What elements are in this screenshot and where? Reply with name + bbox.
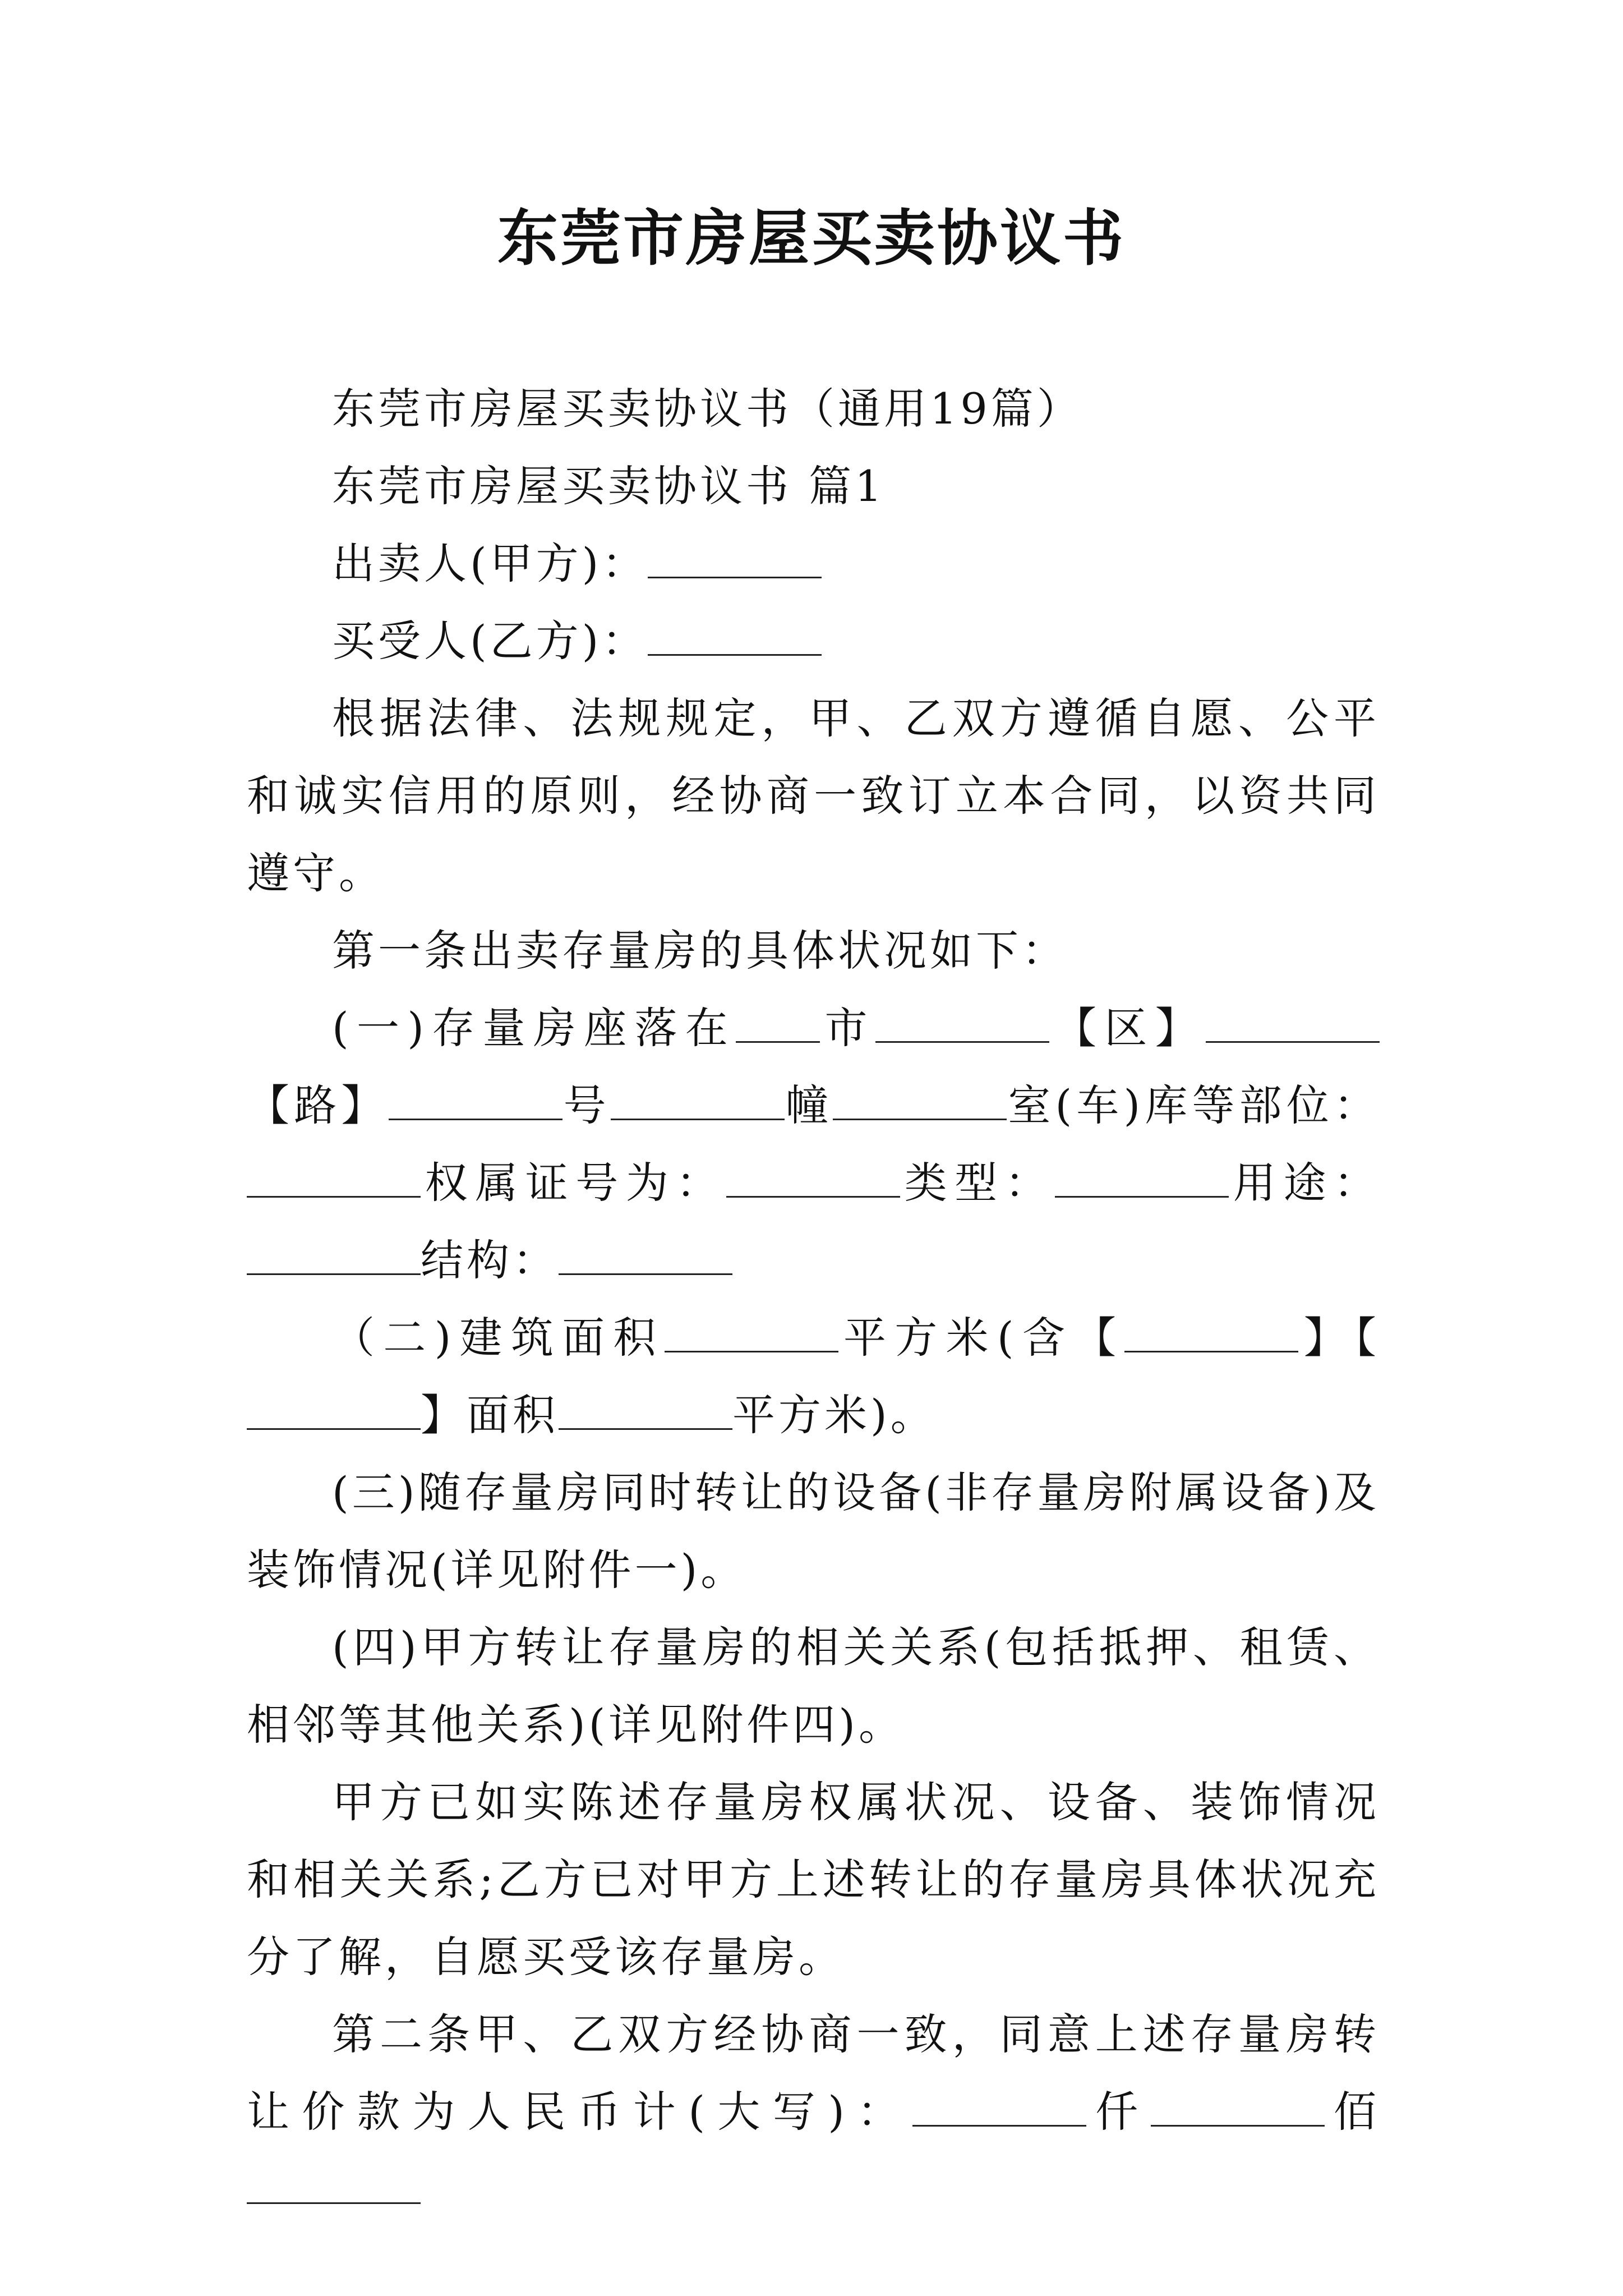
paragraph-article-two — [247, 1996, 1380, 2228]
bracket-label: 】【 — [1298, 1313, 1380, 1363]
relations-text: (四)甲方转让存量房的相关关系(包括抵押、租赁、相邻等其他关系)(详见附件四)。 — [247, 1622, 1380, 1750]
included-type-blank — [1124, 1316, 1298, 1352]
city-name-blank — [875, 1006, 1049, 1043]
structure-label: 结构： — [421, 1235, 559, 1285]
equipment-text: (三)随存量房同时转让的设备(非存量房附属设备)及装饰情况(详见附件一)。 — [247, 1467, 1380, 1595]
paragraph-statement — [247, 1764, 1380, 1996]
price-tens-blank — [247, 2168, 421, 2204]
document-title: 东莞市房屋买卖协议书 — [497, 203, 1126, 274]
buyer-label: 买受人(乙方)： — [332, 616, 648, 666]
city-blank — [736, 1006, 820, 1043]
hundreds-label: 佰 — [1324, 2087, 1380, 2137]
type-label: 类型： — [900, 1158, 1055, 1208]
location-label: (一)存量房座落在 — [332, 1003, 736, 1053]
seller-blank — [648, 542, 822, 578]
included-area-label: 】面积 — [421, 1390, 559, 1440]
usage-label: 用途： — [1229, 1158, 1380, 1208]
building-blank — [833, 1084, 1007, 1120]
document-body — [247, 370, 1380, 2228]
paragraph-location — [247, 990, 1380, 1299]
paragraph-section-heading — [247, 448, 1380, 525]
included-type-blank-2 — [247, 1393, 421, 1430]
paragraph-area — [247, 1299, 1380, 1454]
seller-label: 出卖人(甲方)： — [332, 539, 648, 588]
district-label: 【区】 — [1049, 1003, 1206, 1053]
area-unit-label: 平方米(含【 — [838, 1313, 1125, 1363]
buyer-blank — [648, 619, 822, 656]
price-hundreds-blank — [1151, 2090, 1325, 2127]
paragraph-seller — [247, 525, 1380, 602]
city-label: 市 — [820, 1003, 875, 1053]
paragraph-article-one — [247, 912, 1380, 990]
paragraph-equipment — [247, 1454, 1380, 1609]
road-blank — [389, 1084, 562, 1120]
included-area-unit: 平方米)。 — [732, 1390, 937, 1440]
road-label: 【路】 — [247, 1080, 389, 1130]
section-heading-text: 东莞市房屋买卖协议书 篇1 — [332, 461, 886, 511]
paragraph-relations — [247, 1609, 1380, 1764]
paragraph-buyer — [247, 602, 1380, 680]
type-blank — [1055, 1161, 1229, 1198]
price-thousands-blank — [912, 2090, 1086, 2127]
room-blank — [247, 1161, 421, 1198]
subtitle-text: 东莞市房屋买卖协议书（通用19篇） — [332, 384, 1083, 434]
statement-text: 甲方已如实陈述存量房权属状况、设备、装饰情况和相关关系;乙方已对甲方上述转让的存量房具体状况充分了解，自愿买受该存量房。 — [247, 1777, 1380, 1982]
certificate-label: 权属证号为： — [421, 1158, 726, 1208]
room-label: 室(车)库等部位： — [1007, 1080, 1380, 1130]
preamble-text: 根据法律、法规规定，甲、乙双方遵循自愿、公平和诚实信用的原则，经协商一致订立本合同，以资共同遵守。 — [247, 693, 1380, 898]
article-one-text: 第一条出卖存量房的具体状况如下： — [332, 926, 1068, 976]
usage-blank — [247, 1239, 421, 1275]
number-label: 号 — [562, 1080, 611, 1130]
thousands-label: 仟 — [1086, 2087, 1151, 2137]
number-blank — [611, 1084, 785, 1120]
building-label: 幢 — [784, 1080, 833, 1130]
district-blank — [1206, 1006, 1380, 1043]
included-area-blank — [559, 1393, 732, 1430]
area-label: （二)建筑面积 — [332, 1313, 665, 1363]
price-label: 第二条甲、乙双方经协商一致，同意上述存量房转让价款为人民币计(大写)： — [247, 2009, 1380, 2137]
paragraph-subtitle — [247, 370, 1380, 448]
paragraph-preamble — [247, 680, 1380, 912]
structure-blank — [559, 1239, 732, 1275]
certificate-blank — [726, 1161, 900, 1198]
area-blank — [665, 1316, 838, 1352]
